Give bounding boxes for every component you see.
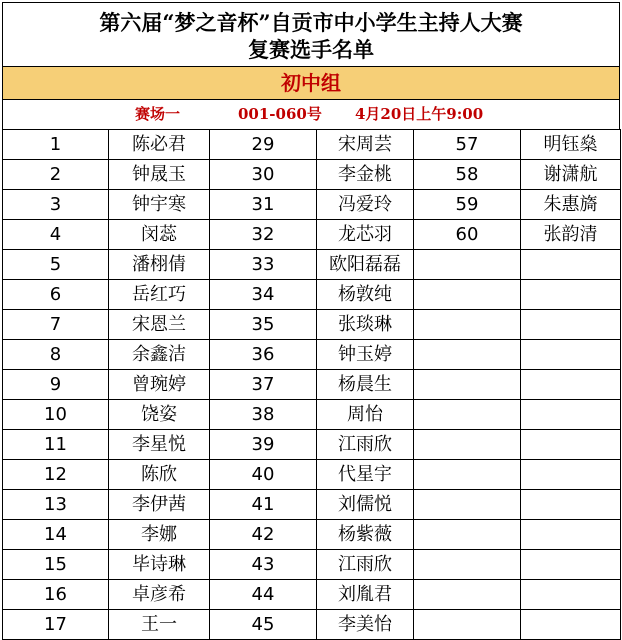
table-row [3, 520, 621, 550]
contestant-number: 5 [3, 250, 109, 280]
contestant-number [414, 550, 521, 580]
contestant-number: 7 [3, 310, 109, 340]
contestant-number: 2 [3, 160, 109, 190]
contestant-number: 10 [3, 400, 109, 430]
contestant-name [521, 610, 621, 640]
table-row [3, 190, 621, 220]
contestant-number [414, 610, 521, 640]
contestant-number: 40 [210, 460, 317, 490]
contestant-name: 杨晨生 [317, 370, 414, 400]
contestant-name: 潘栩倩 [109, 250, 210, 280]
contestant-name: 刘胤君 [317, 580, 414, 610]
contestant-name: 李伊茜 [109, 490, 210, 520]
contestant-number [414, 340, 521, 370]
contestant-number: 11 [3, 430, 109, 460]
contestant-number [414, 370, 521, 400]
contestant-number: 31 [210, 190, 317, 220]
contestant-name: 朱惠旖 [521, 190, 621, 220]
title-line-2: 复赛选手名单 [248, 37, 374, 62]
contestant-name: 周怡 [317, 400, 414, 430]
contestant-name: 宋恩兰 [109, 310, 210, 340]
contestant-number [414, 280, 521, 310]
contestant-name: 杨敦纯 [317, 280, 414, 310]
contestant-name [521, 550, 621, 580]
table-row [3, 430, 621, 460]
table-row [3, 340, 621, 370]
table-row [3, 490, 621, 520]
session-info [2, 100, 620, 129]
contestant-name: 杨紫薇 [317, 520, 414, 550]
table-row [3, 460, 621, 490]
contestant-name: 钟宇寒 [109, 190, 210, 220]
contestant-number [414, 430, 521, 460]
contestant-name [521, 370, 621, 400]
table-row [3, 130, 621, 160]
session-range: 001-060号 [238, 105, 322, 123]
table-row [3, 280, 621, 310]
contestant-number: 41 [210, 490, 317, 520]
contestant-number: 39 [210, 430, 317, 460]
contestant-name: 明钰燊 [521, 130, 621, 160]
session-venue: 赛场一 [135, 105, 181, 123]
contestant-name [521, 490, 621, 520]
table-row [3, 580, 621, 610]
contestant-number: 57 [414, 130, 521, 160]
contestant-name: 陈必君 [109, 130, 210, 160]
contestant-number: 9 [3, 370, 109, 400]
contestant-name [521, 310, 621, 340]
contestant-name: 张韵清 [521, 220, 621, 250]
contestant-name: 余鑫洁 [109, 340, 210, 370]
table-row [3, 160, 621, 190]
contestant-number: 34 [210, 280, 317, 310]
contestant-number: 42 [210, 520, 317, 550]
contestant-number: 3 [3, 190, 109, 220]
document-title [2, 2, 620, 66]
contestant-number: 8 [3, 340, 109, 370]
contestant-name: 李娜 [109, 520, 210, 550]
table-row [3, 250, 621, 280]
contestant-number: 12 [3, 460, 109, 490]
contestant-name: 代星宇 [317, 460, 414, 490]
contestant-number: 33 [210, 250, 317, 280]
contestant-number [414, 460, 521, 490]
session-time: 4月20日上午9:00 [355, 105, 484, 123]
contestant-name: 龙芯羽 [317, 220, 414, 250]
contestant-number [414, 400, 521, 430]
contestant-number: 35 [210, 310, 317, 340]
table-row [3, 400, 621, 430]
contestant-number: 17 [3, 610, 109, 640]
contestant-name: 钟玉婷 [317, 340, 414, 370]
contestant-name: 冯爱玲 [317, 190, 414, 220]
table-row [3, 310, 621, 340]
title-line-1: 第六届“梦之音杯”自贡市中小学生主持人大赛 [99, 10, 523, 35]
contestant-number [414, 490, 521, 520]
contestant-name [521, 520, 621, 550]
contestant-name: 闵蕊 [109, 220, 210, 250]
contestant-name: 李金桃 [317, 160, 414, 190]
contestant-name [521, 460, 621, 490]
contestant-name: 李星悦 [109, 430, 210, 460]
contestant-number: 45 [210, 610, 317, 640]
contestant-name: 毕诗琳 [109, 550, 210, 580]
contestant-number: 37 [210, 370, 317, 400]
contestant-number: 15 [3, 550, 109, 580]
contestant-name: 谢潇航 [521, 160, 621, 190]
contestant-number: 1 [3, 130, 109, 160]
table-row [3, 610, 621, 640]
contestant-name: 卓彦希 [109, 580, 210, 610]
contestant-name [521, 430, 621, 460]
contestant-number [414, 580, 521, 610]
contestant-name: 宋周芸 [317, 130, 414, 160]
contestant-number: 13 [3, 490, 109, 520]
table-row [3, 220, 621, 250]
contestant-number [414, 250, 521, 280]
table-row [3, 550, 621, 580]
contestant-name [521, 340, 621, 370]
contestant-number: 32 [210, 220, 317, 250]
contestant-name: 张琰琳 [317, 310, 414, 340]
contestant-name [521, 280, 621, 310]
contestant-name [521, 250, 621, 280]
contestant-number: 14 [3, 520, 109, 550]
contestant-name: 岳红巧 [109, 280, 210, 310]
contestant-number: 38 [210, 400, 317, 430]
group-header: 初中组 [2, 66, 620, 100]
contestant-number [414, 520, 521, 550]
contestant-name: 李美怡 [317, 610, 414, 640]
contestant-name: 饶姿 [109, 400, 210, 430]
contestant-number: 59 [414, 190, 521, 220]
contestant-number [414, 310, 521, 340]
contestant-name: 江雨欣 [317, 550, 414, 580]
contestant-number: 6 [3, 280, 109, 310]
contestant-name [521, 580, 621, 610]
contestant-number: 43 [210, 550, 317, 580]
contestant-number: 30 [210, 160, 317, 190]
contestant-number: 36 [210, 340, 317, 370]
table-row [3, 370, 621, 400]
contestant-number: 60 [414, 220, 521, 250]
contestant-name: 曾琬婷 [109, 370, 210, 400]
contestant-name: 王一 [109, 610, 210, 640]
contestant-name: 江雨欣 [317, 430, 414, 460]
contestant-name: 刘儒悦 [317, 490, 414, 520]
contestant-name [521, 400, 621, 430]
contestant-number: 29 [210, 130, 317, 160]
contestant-number: 16 [3, 580, 109, 610]
contestant-name: 钟晟玉 [109, 160, 210, 190]
contestant-table [2, 129, 621, 640]
contestant-name: 陈欣 [109, 460, 210, 490]
contestant-number: 4 [3, 220, 109, 250]
contestant-name: 欧阳磊磊 [317, 250, 414, 280]
contestant-number: 44 [210, 580, 317, 610]
contestant-number: 58 [414, 160, 521, 190]
